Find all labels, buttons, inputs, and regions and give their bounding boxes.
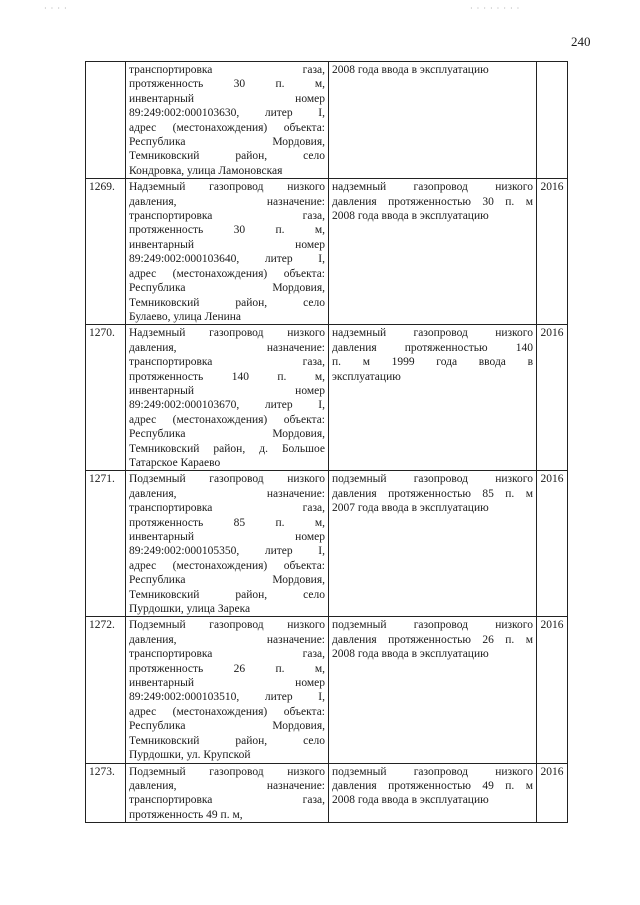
object-description-cell: [126, 763, 329, 823]
object-text-line: протяженность 30 п. м,: [129, 224, 325, 237]
year-cell: 2016: [537, 763, 568, 823]
object-text-line: Надземный газопровод низкого: [129, 181, 325, 194]
object-text-line: давления, назначение:: [129, 341, 325, 354]
object-description-cell: [126, 617, 329, 763]
characteristics-text-line: 2007 года ввода в эксплуатацию: [332, 502, 489, 515]
object-text-line: Татарское Караево: [129, 456, 221, 469]
object-text-line: инвентарный номер: [129, 531, 325, 543]
characteristics-cell: [329, 179, 537, 325]
characteristics-text-line: давления протяженностью 49 п. м: [332, 779, 533, 792]
characteristics-text-line: 2008 года ввода в эксплуатацию: [332, 64, 489, 76]
row-number: 1270.: [86, 325, 126, 471]
object-description-cell: [126, 179, 329, 325]
characteristics-text-line: подземный газопровод низкого: [332, 765, 533, 778]
characteristics-cell: [329, 62, 537, 179]
object-text-line: Темниковский район, д. Большое: [129, 442, 325, 455]
characteristics-text-line: подземный газопровод низкого: [332, 473, 533, 486]
characteristics-text-line: 2008 года ввода в эксплуатацию: [332, 794, 489, 807]
row-number: 1269.: [86, 179, 126, 325]
object-text-line: давления, назначение:: [129, 487, 325, 500]
object-text-line: инвентарный номер: [129, 384, 325, 397]
characteristics-text-line: п. м 1999 года ввода в: [332, 356, 533, 369]
row-number: 1273.: [86, 763, 126, 823]
year-cell: 2016: [537, 471, 568, 617]
object-text-line: Республика Мордовия,: [129, 720, 325, 733]
object-text-line: давления, назначение:: [129, 633, 325, 646]
table-row: [86, 179, 568, 325]
object-text-line: протяженность 26 п. м,: [129, 662, 325, 675]
table-row: [86, 763, 568, 823]
page-number: 240: [571, 34, 591, 49]
characteristics-text-line: подземный газопровод низкого: [332, 619, 533, 632]
object-text-line: транспортировка газа,: [129, 64, 325, 76]
object-description-cell: [126, 62, 329, 179]
object-text-line: транспортировка газа,: [129, 210, 325, 223]
table-row: [86, 325, 568, 471]
object-text-line: транспортировка газа,: [129, 648, 325, 661]
characteristics-cell: [329, 471, 537, 617]
object-text-line: протяженность 49 п. м,: [129, 808, 243, 821]
characteristics-text-line: эксплуатацию: [332, 370, 401, 383]
year-cell: 2016: [537, 617, 568, 763]
object-text-line: адрес (местонахождения) объекта:: [129, 559, 325, 572]
object-text-line: протяженность 85 п. м,: [129, 516, 325, 529]
object-text-line: протяженность 140 п. м,: [129, 370, 325, 383]
object-text-line: Пурдошки, ул. Крупской: [129, 749, 251, 762]
object-text-line: 89:249:002:000103640, литер I,: [129, 253, 325, 266]
object-text-line: Темниковский район, село: [129, 734, 325, 747]
characteristics-text-line: давления протяженностью 140: [332, 341, 533, 354]
table-row: [86, 471, 568, 617]
property-registry-table: [85, 61, 568, 823]
object-text-line: транспортировка газа,: [129, 502, 325, 515]
scan-artifact-right: · · · · · · · ·: [470, 4, 521, 13]
object-text-line: Пурдошки, улица Зарека: [129, 603, 251, 616]
object-text-line: протяженность 30 п. м,: [129, 78, 325, 91]
object-text-line: Республика Мордовия,: [129, 136, 325, 149]
object-text-line: Республика Мордовия,: [129, 428, 325, 441]
object-description-cell: [126, 325, 329, 471]
object-text-line: 89:249:002:000103510, литер I,: [129, 691, 325, 704]
row-number: [86, 62, 126, 179]
characteristics-text-line: давления протяженностью 30 п. м: [332, 195, 533, 208]
object-text-line: Надземный газопровод низкого: [129, 327, 325, 340]
object-text-line: транспортировка газа,: [129, 356, 325, 369]
object-text-line: адрес (местонахождения) объекта:: [129, 121, 325, 134]
characteristics-cell: [329, 763, 537, 823]
object-text-line: адрес (местонахождения) объекта:: [129, 267, 325, 280]
characteristics-text-line: 2008 года ввода в эксплуатацию: [332, 210, 489, 223]
object-text-line: адрес (местонахождения) объекта:: [129, 705, 325, 718]
characteristics-text-line: давления протяженностью 26 п. м: [332, 633, 533, 646]
table-body: [86, 62, 568, 823]
object-description-cell: [126, 471, 329, 617]
object-text-line: транспортировка газа,: [129, 794, 325, 807]
characteristics-cell: [329, 325, 537, 471]
object-text-line: Булаево, улица Ленина: [129, 310, 242, 323]
object-text-line: Республика Мордовия,: [129, 282, 325, 295]
object-text-line: 89:249:002:000103630, литер I,: [129, 107, 325, 120]
object-text-line: Темниковский район, село: [129, 150, 325, 163]
object-text-line: 89:249:002:000105350, литер I,: [129, 545, 325, 558]
object-text-line: Темниковский район, село: [129, 588, 325, 601]
row-number: 1271.: [86, 471, 126, 617]
object-text-line: адрес (местонахождения) объекта:: [129, 413, 325, 426]
object-text-line: инвентарный номер: [129, 677, 325, 690]
row-number: 1272.: [86, 617, 126, 763]
object-text-line: Подземный газопровод низкого: [129, 619, 325, 632]
object-text-line: 89:249:002:000103670, литер I,: [129, 399, 325, 412]
table-row: [86, 62, 568, 179]
scan-artifact-left: · · · ·: [44, 4, 68, 13]
table-row: [86, 617, 568, 763]
object-text-line: Темниковский район, село: [129, 296, 325, 309]
object-text-line: Подземный газопровод низкого: [129, 473, 325, 486]
object-text-line: Республика Мордовия,: [129, 574, 325, 587]
characteristics-text-line: 2008 года ввода в эксплуатацию: [332, 648, 489, 661]
year-cell: 2016: [537, 179, 568, 325]
object-text-line: давления, назначение:: [129, 195, 325, 208]
characteristics-text-line: надземный газопровод низкого: [332, 327, 533, 340]
characteristics-text-line: надземный газопровод низкого: [332, 181, 533, 194]
year-cell: [537, 62, 568, 179]
characteristics-cell: [329, 617, 537, 763]
object-text-line: давления, назначение:: [129, 779, 325, 792]
object-text-line: Кондровка, улица Ламоновская: [129, 164, 283, 177]
characteristics-text-line: давления протяженностью 85 п. м: [332, 487, 533, 500]
object-text-line: инвентарный номер: [129, 92, 325, 105]
object-text-line: инвентарный номер: [129, 238, 325, 251]
object-text-line: Подземный газопровод низкого: [129, 765, 325, 778]
year-cell: 2016: [537, 325, 568, 471]
